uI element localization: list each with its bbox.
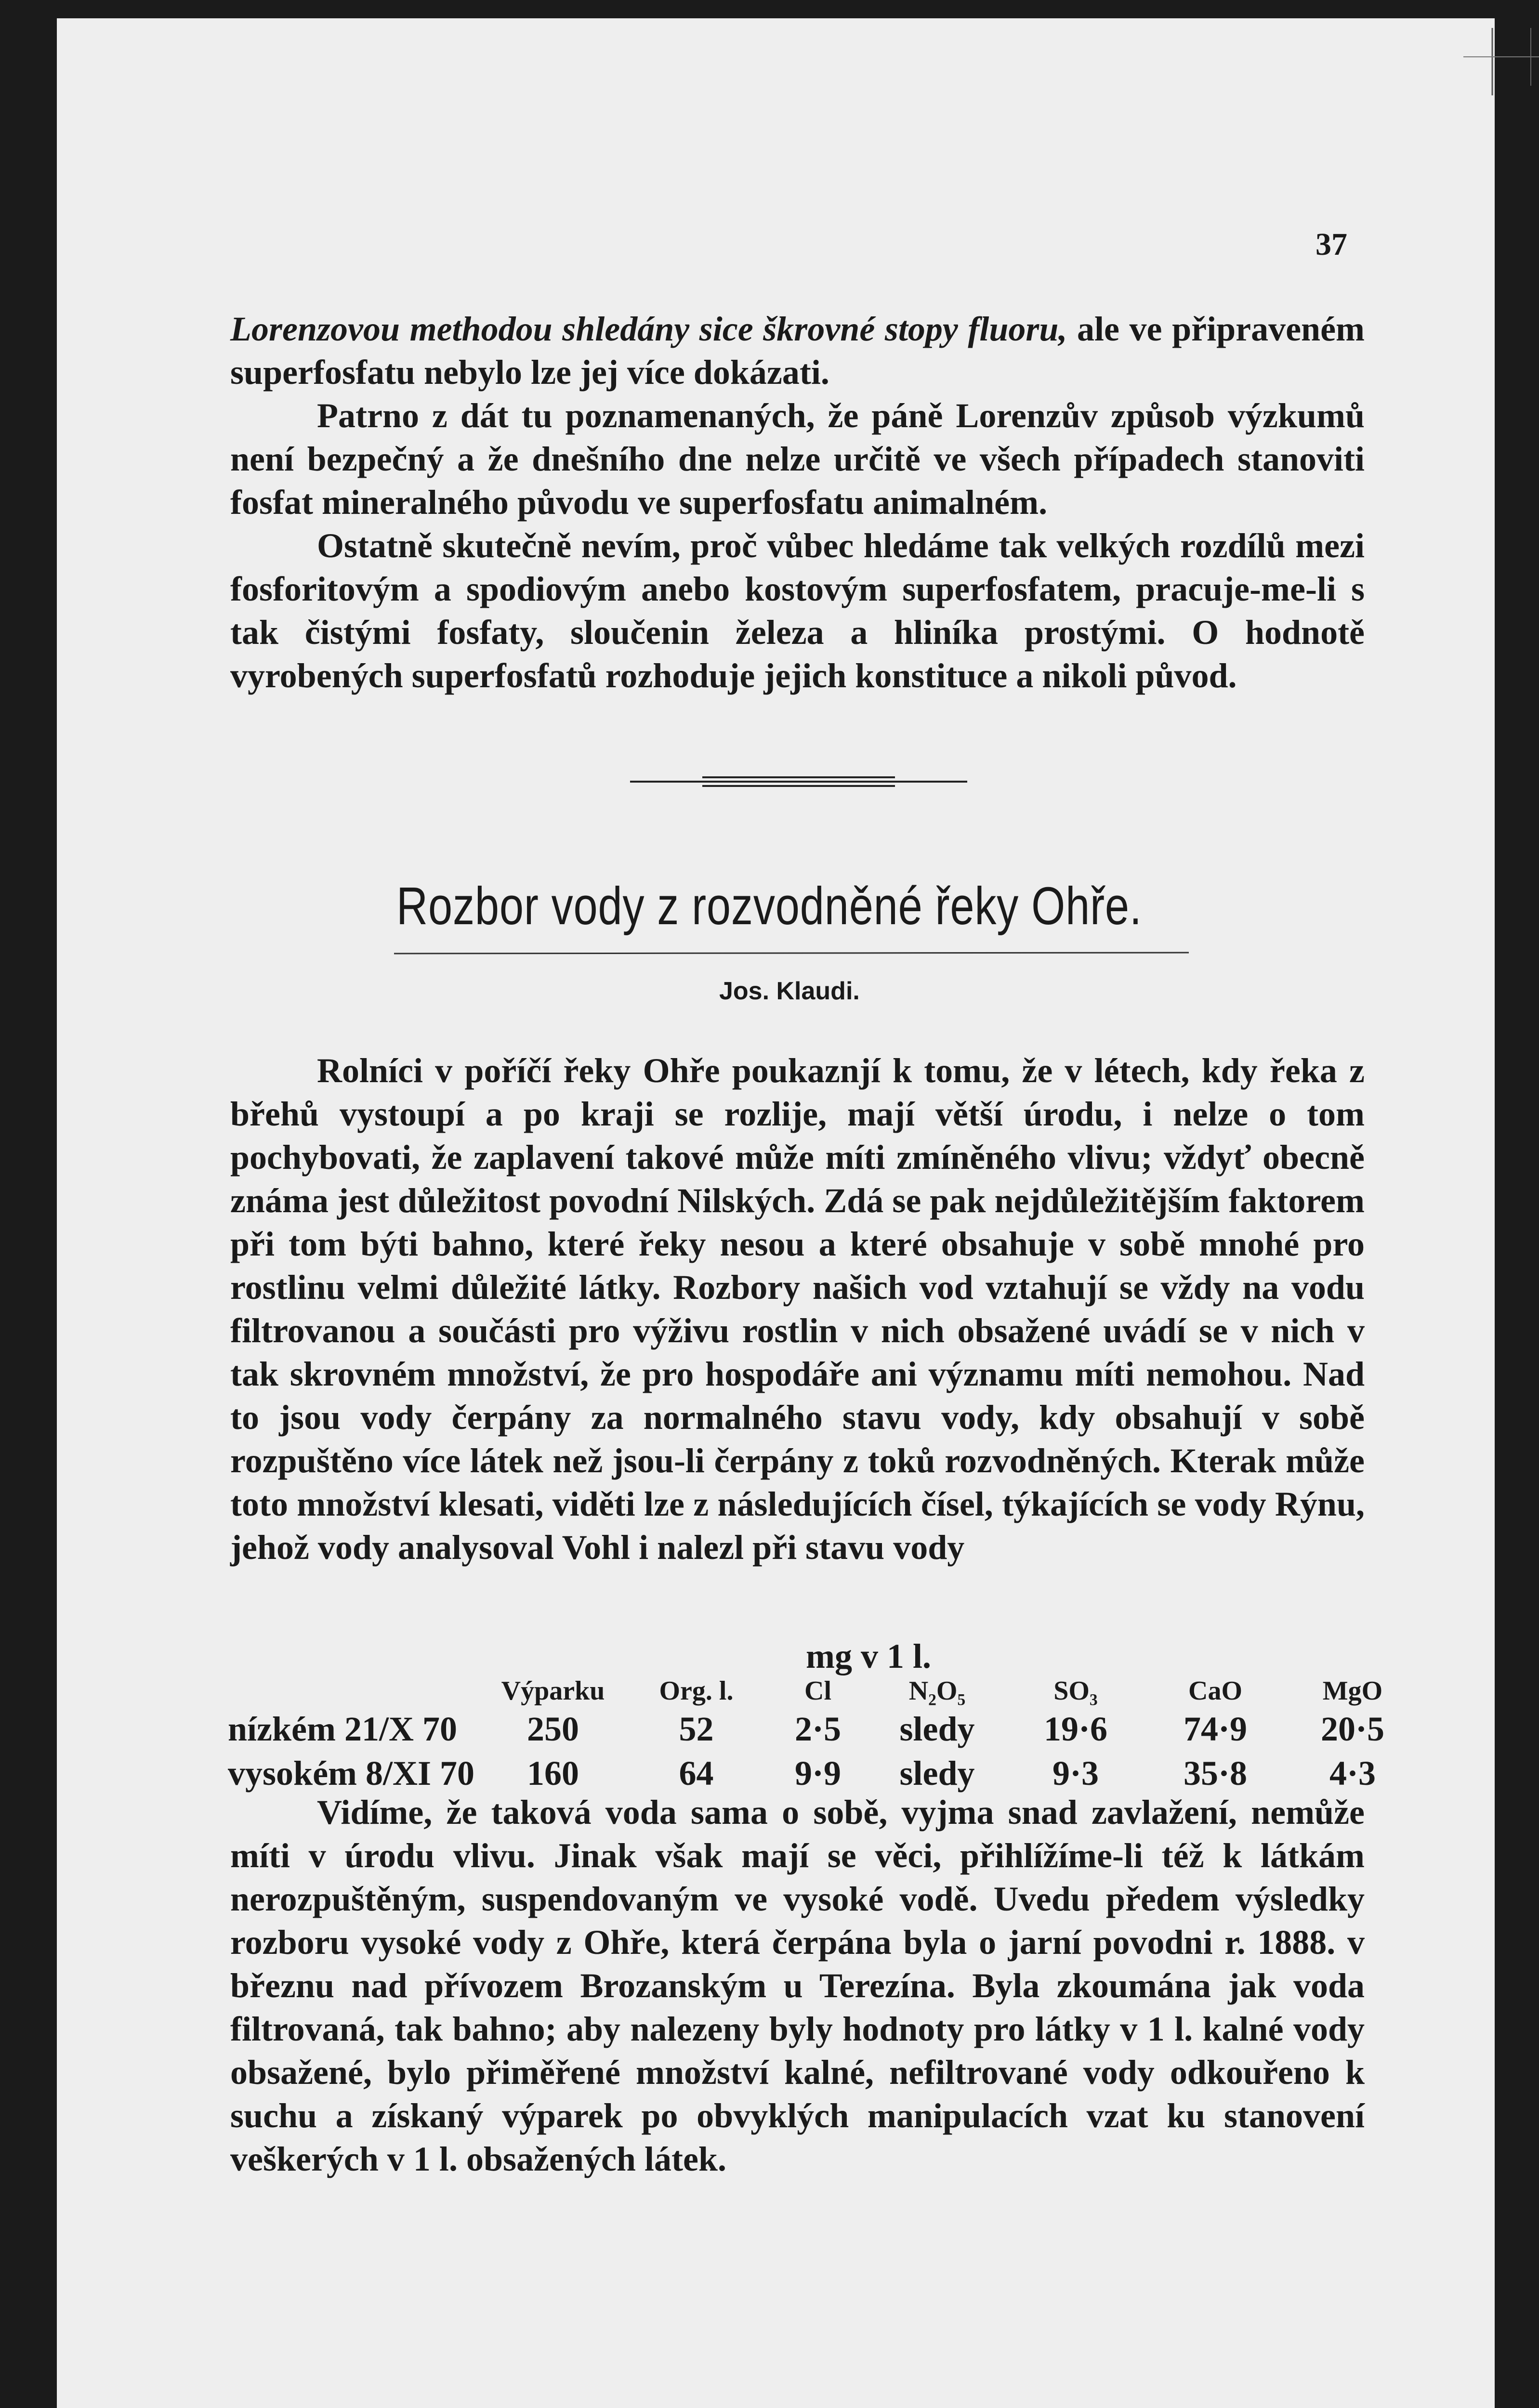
table-cell: 9·9 xyxy=(794,1754,841,1793)
table-cell: 20·5 xyxy=(1320,1709,1384,1748)
paragraph-text: Vidíme, že taková voda sama o sobě, vyjma snad zavlažení, nemůže míti v úrodu vlivu. Jinak však mají se věci, přihlížíme-li též k látkám nerozpuštěným, suspendovaným ve vysoké vodě. Uvedu předem výsledky rozboru vysoké vody z Ohře, která čerpána byla o jarní povodni r. 1888. v březnu nad přívozem Brozanským u Terezína. Byla zkoumána jak voda filtrovaná, tak bahno; aby nalezeny byly hodnoty pro látky v 1 l. kalné vody obsažené, bylo přiměřené množství kalné, nefiltrované vody odkouřeno k suchu a získaný výparek po obvyklých manipulacích vzat ku stanovení veškerých v 1 l. obsažených látek. xyxy=(230,1793,1365,2178)
paragraph-conclusion xyxy=(230,307,1365,394)
paragraph xyxy=(230,524,1365,697)
table-cell: 2·5 xyxy=(794,1709,841,1748)
paragraph-text: Ostatně skutečně nevím, proč vůbec hledáme tak velkých rozdílů mezi fosforitovým a spodiovým anebo kostovým superfosfatem, pracuje-me-li s tak čistými fosfaty, sloučenin železa a hliníka prostými. O hodnotě vyrobených superfosfatů rozhoduje jejich konstituce a nikoli původ. xyxy=(230,526,1365,695)
italic-phrase: Lorenzovou methodou shledány sice škrovné stopy fluoru, xyxy=(230,310,1067,348)
table-cell: 9·3 xyxy=(1052,1754,1099,1793)
row-label: vysokém 8/XI 70 xyxy=(228,1754,475,1793)
table-cell: 160 xyxy=(527,1754,579,1793)
header-cell: N₂O₅ xyxy=(908,1676,966,1706)
previous-article-ending xyxy=(230,307,1365,697)
article-paragraph-2 xyxy=(230,1791,1365,2181)
article-paragraph-1 xyxy=(230,1049,1365,1569)
table-cell: 250 xyxy=(527,1709,579,1748)
header-cell: Výparku xyxy=(501,1676,605,1706)
page-edge-mark xyxy=(1406,28,1539,95)
table-cell: sledy xyxy=(899,1754,975,1793)
table-cell: 4·3 xyxy=(1329,1754,1376,1793)
table-header-row xyxy=(228,1675,1420,1707)
header-cell: SO₃ xyxy=(1053,1676,1098,1706)
paragraph-text: ale ve připraveném superfosfatu nebylo lze jej více dokázati. xyxy=(230,310,1365,392)
header-cell: MgO xyxy=(1322,1676,1383,1706)
article-title: Rozbor vody z rozvodněné řeky Ohře. xyxy=(396,877,1142,936)
header-cell: Org. l. xyxy=(659,1676,734,1706)
paragraph xyxy=(230,394,1365,524)
header-cell xyxy=(228,1675,481,1707)
table-cell: sledy xyxy=(899,1709,975,1748)
title-underline xyxy=(394,948,1189,957)
book-page xyxy=(57,18,1495,2408)
table-cell: 52 xyxy=(679,1709,714,1748)
section-divider xyxy=(630,774,967,789)
paragraph-text: Patrno z dát tu poznamenaných, že páně Lorenzův způsob výzkumů není bezpečný a že dnešního dne nelze určitě ve všech případech stanoviti fosfat mineralného původu ve superfosfatu animalném. xyxy=(230,396,1365,522)
table-cell: 19·6 xyxy=(1043,1709,1107,1748)
table-unit-label: mg v 1 l. xyxy=(806,1637,931,1675)
article-author: Jos. Klaudi. xyxy=(719,977,860,1005)
table-cell: 74·9 xyxy=(1183,1709,1247,1748)
header-cell: Cl xyxy=(804,1676,831,1706)
table-cell: 64 xyxy=(679,1754,714,1793)
paragraph-text: Rolníci v poříčí řeky Ohře poukaznjí k tomu, že v létech, kdy řeka z břehů vystoupí a po kraji se rozlije, mají větší úrodu, i nelze o tom pochybovati, že zaplavení takové může míti zmíněného vlivu; vždyť obecně známa jest důležitost povodní Nilských. Zdá se pak nejdůležitějším faktorem při tom býti bahno, které řeky nesou a které obsahuje v sobě mnohé pro rostlinu velmi důležité látky. Rozbory našich vod vztahují se vždy na vodu filtrovanou a součásti pro výživu rostlin v nich obsažené uvádí se v nich v tak skrovném množství, že pro hospodáře ani významu míti nemohou. Nad to jsou vody čerpány za normalného stavu vody, kdy obsahují v sobě rozpuštěno více látek než jsou-li čerpány z toků rozvodněných. Kterak může toto množství klesati, viděti lze z následujících čísel, týkajících se vody Rýnu, jehož vody analysoval Vohl i nalezl při stavu vody xyxy=(230,1051,1365,1567)
header-cell: CaO xyxy=(1188,1676,1242,1706)
page-number: 37 xyxy=(1315,227,1347,262)
table-cell: 35·8 xyxy=(1183,1754,1247,1793)
table-row xyxy=(228,1707,1420,1751)
table-row xyxy=(228,1751,1420,1795)
row-label: nízkém 21/X 70 xyxy=(228,1709,457,1748)
analysis-table xyxy=(228,1675,1420,1795)
